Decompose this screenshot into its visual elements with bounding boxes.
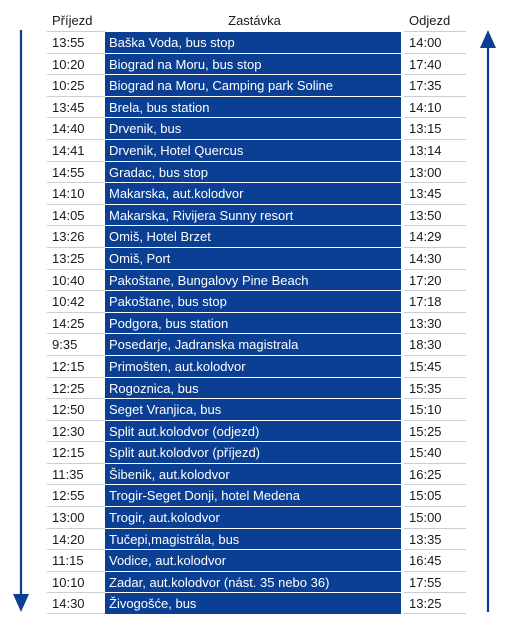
- table-row: [47, 182, 466, 204]
- table-row: [47, 117, 466, 139]
- table-row: [47, 484, 466, 506]
- arrival-time: 14:40: [47, 117, 105, 139]
- table-row: [47, 571, 466, 593]
- departure-time: 13:30: [404, 312, 466, 334]
- stop-name: Biograd na Moru, Camping park Soline: [105, 74, 401, 96]
- arrival-time: 14:55: [47, 161, 105, 183]
- stop-name: Primošten, aut.kolodvor: [105, 355, 401, 377]
- arrival-time: 12:55: [47, 484, 105, 506]
- departure-time: 13:15: [404, 117, 466, 139]
- departure-time: 14:10: [404, 96, 466, 118]
- stop-name: Omiš, Hotel Brzet: [105, 225, 401, 247]
- table-row: [47, 139, 466, 161]
- arrival-time: 14:41: [47, 139, 105, 161]
- departure-time: 14:30: [404, 247, 466, 269]
- departure-time: 15:05: [404, 484, 466, 506]
- departure-time: 17:20: [404, 269, 466, 291]
- table-row: [47, 333, 466, 355]
- stop-name: Zadar, aut.kolodvor (nást. 35 nebo 36): [105, 571, 401, 593]
- table-row: [47, 247, 466, 269]
- arrival-time: 13:25: [47, 247, 105, 269]
- arrival-time: 13:00: [47, 506, 105, 528]
- departure-time: 16:45: [404, 549, 466, 571]
- departure-time: 14:00: [404, 31, 466, 53]
- stop-name: Šibenik, aut.kolodvor: [105, 463, 401, 485]
- table-row: [47, 312, 466, 334]
- table-row: [47, 463, 466, 485]
- departure-time: 17:18: [404, 290, 466, 312]
- stop-name: Trogir-Seget Donji, hotel Medena: [105, 484, 401, 506]
- table-row: [47, 528, 466, 550]
- table-row: [47, 74, 466, 96]
- arrival-time: 14:05: [47, 204, 105, 226]
- departure-time: 18:30: [404, 333, 466, 355]
- stop-name: Trogir, aut.kolodvor: [105, 506, 401, 528]
- stop-name: Split aut.kolodvor (odjezd): [105, 420, 401, 442]
- stop-name: Drvenik, bus: [105, 117, 401, 139]
- arrival-time: 12:50: [47, 398, 105, 420]
- stop-name: Vodice, aut.kolodvor: [105, 549, 401, 571]
- departure-time: 13:14: [404, 139, 466, 161]
- stop-name: Split aut.kolodvor (příjezd): [105, 441, 401, 463]
- departure-time: 15:40: [404, 441, 466, 463]
- table-row: [47, 204, 466, 226]
- arrival-time: 14:20: [47, 528, 105, 550]
- table-row: [47, 96, 466, 118]
- stop-name: Rogoznica, bus: [105, 377, 401, 399]
- table-row: [47, 31, 466, 53]
- stop-name: Omiš, Port: [105, 247, 401, 269]
- stop-name: Makarska, Rivijera Sunny resort: [105, 204, 401, 226]
- departure-time: 13:25: [404, 592, 466, 614]
- arrival-time: 10:42: [47, 290, 105, 312]
- departure-time: 17:40: [404, 53, 466, 75]
- departure-time: 15:25: [404, 420, 466, 442]
- departure-time: 13:50: [404, 204, 466, 226]
- stop-name: Seget Vranjica, bus: [105, 398, 401, 420]
- table-row: [47, 549, 466, 571]
- stop-name: Živogošće, bus: [105, 592, 401, 614]
- table-row: [47, 377, 466, 399]
- arrival-time: 13:45: [47, 96, 105, 118]
- stop-name: Podgora, bus station: [105, 312, 401, 334]
- departure-time: 17:55: [404, 571, 466, 593]
- departure-time: 15:35: [404, 377, 466, 399]
- timetable: [47, 31, 466, 614]
- arrival-time: 12:15: [47, 441, 105, 463]
- arrival-time: 14:30: [47, 592, 105, 614]
- departure-time: 15:45: [404, 355, 466, 377]
- table-row: [47, 398, 466, 420]
- table-row: [47, 506, 466, 528]
- departure-time: 16:25: [404, 463, 466, 485]
- table-row: [47, 355, 466, 377]
- table-row: [47, 161, 466, 183]
- stop-name: Gradac, bus stop: [105, 161, 401, 183]
- arrival-time: 11:35: [47, 463, 105, 485]
- arrival-time: 12:30: [47, 420, 105, 442]
- column-header-arrival: Příjezd: [52, 13, 93, 28]
- column-header-departure: Odjezd: [409, 13, 451, 28]
- stop-name: Makarska, aut.kolodvor: [105, 182, 401, 204]
- stop-name: Posedarje, Jadranska magistrala: [105, 333, 401, 355]
- stop-name: Drvenik, Hotel Quercus: [105, 139, 401, 161]
- table-row: [47, 290, 466, 312]
- arrival-time: 10:40: [47, 269, 105, 291]
- arrow-up-icon: [480, 28, 496, 612]
- arrival-time: 10:10: [47, 571, 105, 593]
- arrival-time: 11:15: [47, 549, 105, 571]
- column-header-stop: Zastávka: [228, 13, 281, 28]
- table-row: [47, 420, 466, 442]
- table-row: [47, 592, 466, 614]
- arrival-time: 13:55: [47, 31, 105, 53]
- stop-name: Biograd na Moru, bus stop: [105, 53, 401, 75]
- table-row: [47, 441, 466, 463]
- arrival-time: 12:15: [47, 355, 105, 377]
- arrival-time: 10:20: [47, 53, 105, 75]
- departure-time: 15:10: [404, 398, 466, 420]
- arrival-time: 10:25: [47, 74, 105, 96]
- arrival-time: 14:10: [47, 182, 105, 204]
- stop-name: Pakoštane, bus stop: [105, 290, 401, 312]
- stop-name: Baška Voda, bus stop: [105, 31, 401, 53]
- arrival-time: 13:26: [47, 225, 105, 247]
- departure-time: 13:00: [404, 161, 466, 183]
- departure-time: 13:35: [404, 528, 466, 550]
- stop-name: Pakoštane, Bungalovy Pine Beach: [105, 269, 401, 291]
- table-row: [47, 53, 466, 75]
- arrow-down-icon: [13, 30, 29, 614]
- table-row: [47, 269, 466, 291]
- arrival-time: 9:35: [47, 333, 105, 355]
- table-row: [47, 225, 466, 247]
- stop-name: Tučepi,magistrála, bus: [105, 528, 401, 550]
- departure-time: 17:35: [404, 74, 466, 96]
- departure-time: 14:29: [404, 225, 466, 247]
- stop-name: Brela, bus station: [105, 96, 401, 118]
- departure-time: 13:45: [404, 182, 466, 204]
- arrival-time: 12:25: [47, 377, 105, 399]
- arrival-time: 14:25: [47, 312, 105, 334]
- departure-time: 15:00: [404, 506, 466, 528]
